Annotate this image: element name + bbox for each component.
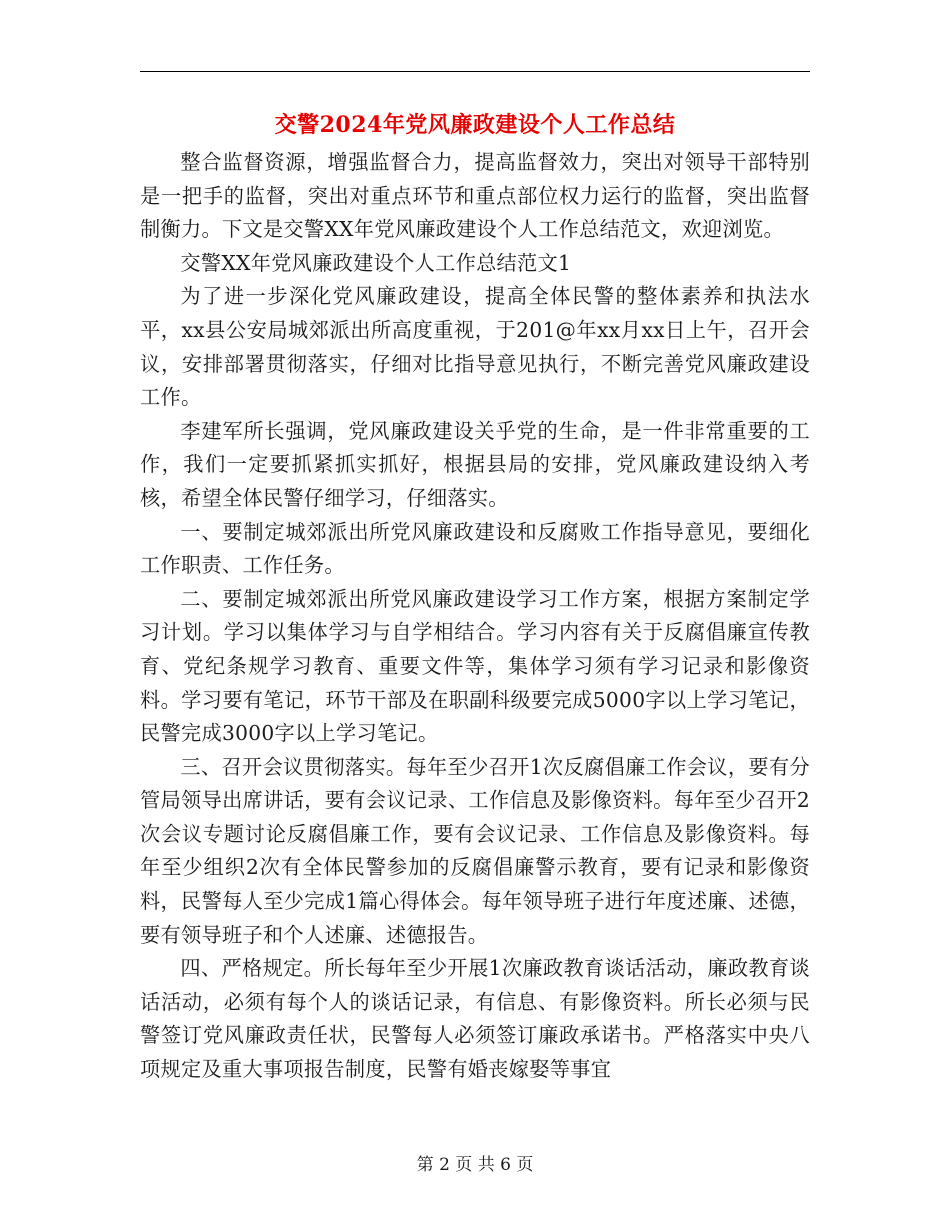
paragraph-director-remarks: 李建军所长强调，党风廉政建设关乎党的生命，是一件非常重要的工作，我们一定要抓紧抓实抓好，根据县局的安排，党风廉政建设纳入考核，希望全体民警仔细学习，仔细落实。: [140, 418, 810, 510]
paragraph-item-four: 四、严格规定。所长每年至少开展1次廉政教育谈话活动，廉政教育谈话活动，必须有每个人的谈话记录，有信息、有影像资料。所长必须与民警签订党风廉政责任状，民警每人必须签订廉政承诺书。严格落实中央八项规定及重大事项报告制度，民警有婚丧嫁娶等事宜: [140, 956, 810, 1082]
document-title: 交警2024年党风廉政建设个人工作总结: [274, 112, 676, 138]
paragraph-section-heading: 交警XX年党风廉政建设个人工作总结范文1: [180, 250, 572, 275]
document-body: [140, 146, 810, 1087]
paragraph-background: 为了进一步深化党风廉政建设，提高全体民警的整体素养和执法水平，xx县公安局城郊派出所高度重视，于201@年xx月xx日上午，召开会议，安排部署贯彻落实，仔细对比指导意见执行，不断完善党风廉政建设工作。: [140, 284, 810, 410]
paragraph-item-one: 一、要制定城郊派出所党风廉政建设和反腐败工作指导意见，要细化工作职责、工作任务。: [140, 519, 810, 578]
page-number-footer: 第 2 页 共 6 页: [416, 1155, 534, 1175]
paragraph-item-three: 三、召开会议贯彻落实。每年至少召开1次反腐倡廉工作会议，要有分管局领导出席讲话，要有会议记录、工作信息及影像资料。每年至少召开2次会议专题讨论反腐倡廉工作，要有会议记录、工作信息及影像资料。每年至少组织2次有全体民警参加的反腐倡廉警示教育，要有记录和影像资料，民警每人至少完成1篇心得体会。每年领导班子进行年度述廉、述德，要有领导班子和个人述廉、述德报告。: [140, 754, 810, 947]
paragraph-intro: 整合监督资源，增强监督合力，提高监督效力，突出对领导干部特别是一把手的监督，突出对重点环节和重点部位权力运行的监督，突出监督制衡力。下文是交警XX年党风廉政建设个人工作总结范文，欢迎浏览。: [140, 150, 810, 242]
header-rule: [140, 71, 810, 72]
paragraph-item-two: 二、要制定城郊派出所党风廉政建设学习工作方案，根据方案制定学习计划。学习以集体学习与自学相结合。学习内容有关于反腐倡廉宣传教育、党纪条规学习教育、重要文件等，集体学习须有学习记录和影像资料。学习要有笔记，环节干部及在职副科级要完成5000字以上学习笔记，民警完成3000字以上学习笔记。: [140, 586, 810, 746]
